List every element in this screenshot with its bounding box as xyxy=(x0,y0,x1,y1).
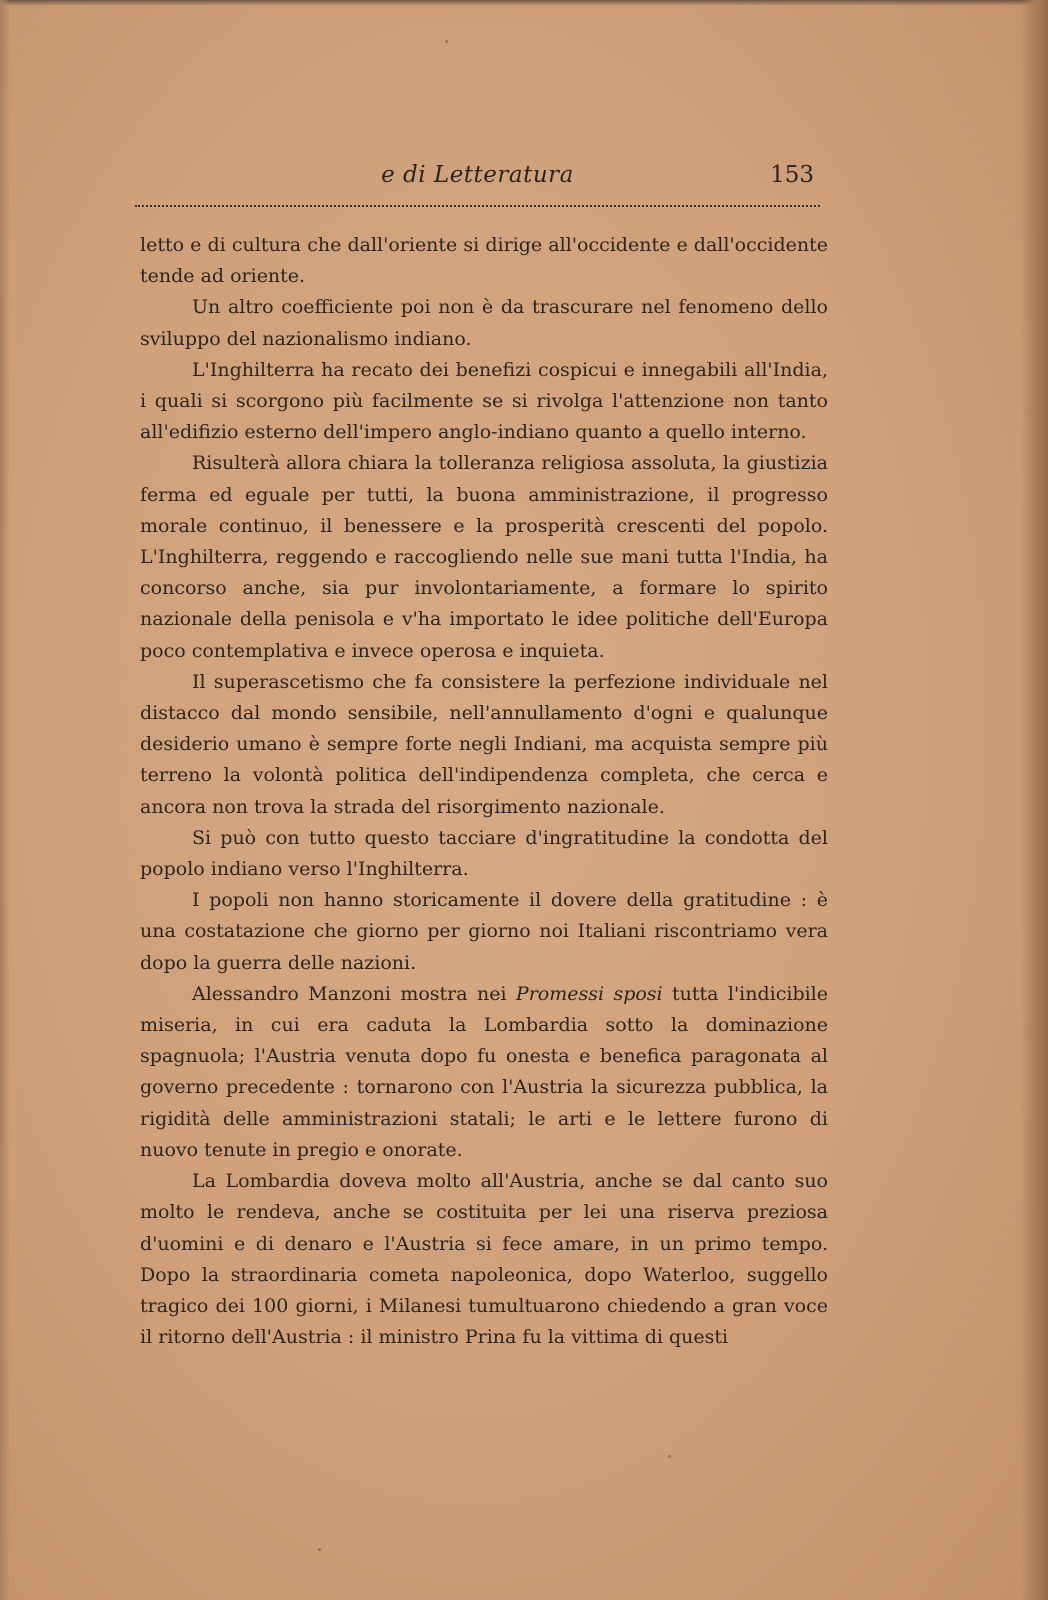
body-text xyxy=(140,230,828,1353)
paragraph-5: Il superascetismo che fa consistere la perfezione individuale nel distacco dal mondo sensibile, nell'annullamento d'ogni e qualunque desiderio umano è sempre forte negli Indiani, ma acquista sempre più terreno la volontà politica dell'indipendenza completa, che cerca e ancora non trova la strada del risorgimento nazionale. xyxy=(140,670,828,818)
running-head-title: e di Letteratura xyxy=(381,162,574,188)
paragraph-9: La Lombardia doveva molto all'Austria, anche se dal canto suo molto le rendeva, anche se costituita per lei una riserva preziosa d'uomini e di denaro e l'Austria si fece amare, in un primo tempo. Dopo la straordinaria cometa napoleonica, dopo Waterloo, suggello tragico dei 100 giorni, i Milanesi tumultuarono chiedendo a gran voce il ritorno dell'Austria : il ministro Prina fu la vittima di questi xyxy=(140,1170,828,1349)
page-number: 153 xyxy=(770,162,814,188)
book-title-italic: Promessi sposi xyxy=(515,982,663,1005)
paragraph-2: Un altro coefficiente poi non è da trascurare nel fenomeno dello sviluppo del nazionalismo indiano. xyxy=(140,296,828,350)
paragraph-4: Risulterà allora chiara la tolleranza religiosa assoluta, la giustizia ferma ed eguale per tutti, la buona amministrazione, il progresso morale continuo, il benessere e la prosperità crescenti del popolo. L'Inghilterra, reggendo e raccogliendo nelle sue mani tutta l'India, ha concorso anche, sia pur involontariamente, a formare lo spirito nazionale della penisola e v'ha importato le idee politiche dell'Europa poco contemplativa e invece operosa e inquieta. xyxy=(140,452,828,662)
paragraph-8-after: tutta l'indicibile miseria, in cui era caduta la Lombardia sotto la dominazione spagnuola; l'Austria venuta dopo fu onesta e benefica paragonata al governo precedente : tornarono con l'Austria la sicurezza pubblica, la rigidità delle amministrazioni statali; le arti e le lettere furono di nuovo tenute in pregio e onorate. xyxy=(140,982,829,1161)
running-head xyxy=(135,160,820,196)
paragraph-1: letto e di cultura che dall'oriente si dirige all'occidente e dall'occidente tende ad oriente. xyxy=(140,234,828,288)
paper-speck xyxy=(445,40,448,43)
paragraph-7: I popoli non hanno storicamente il dovere della gratitudine : è una costatazione che giorno per giorno noi Italiani riscontriamo vera dopo la guerra delle nazioni. xyxy=(140,889,828,974)
page-left-edge xyxy=(0,0,10,1600)
paragraph-3: L'Inghilterra ha recato dei benefizi cospicui e innegabili all'India, i quali si scorgono più facilmente se si rivolga l'attenzione non tanto all'edifizio esterno dell'impero anglo-indiano quanto a quello interno. xyxy=(140,358,828,444)
page-right-edge xyxy=(1020,0,1048,1600)
header-dotted-rule xyxy=(135,205,820,207)
paragraph-8 xyxy=(140,979,828,1166)
paragraph-6: Si può con tutto questo tacciare d'ingratitudine la condotta del popolo indiano verso l'Inghilterra. xyxy=(140,826,828,881)
paper-speck xyxy=(668,1455,671,1458)
page-top-edge xyxy=(0,0,1048,6)
paragraph-8-before: Alessandro Manzoni mostra nei xyxy=(192,982,516,1005)
paper-speck xyxy=(318,1548,321,1551)
